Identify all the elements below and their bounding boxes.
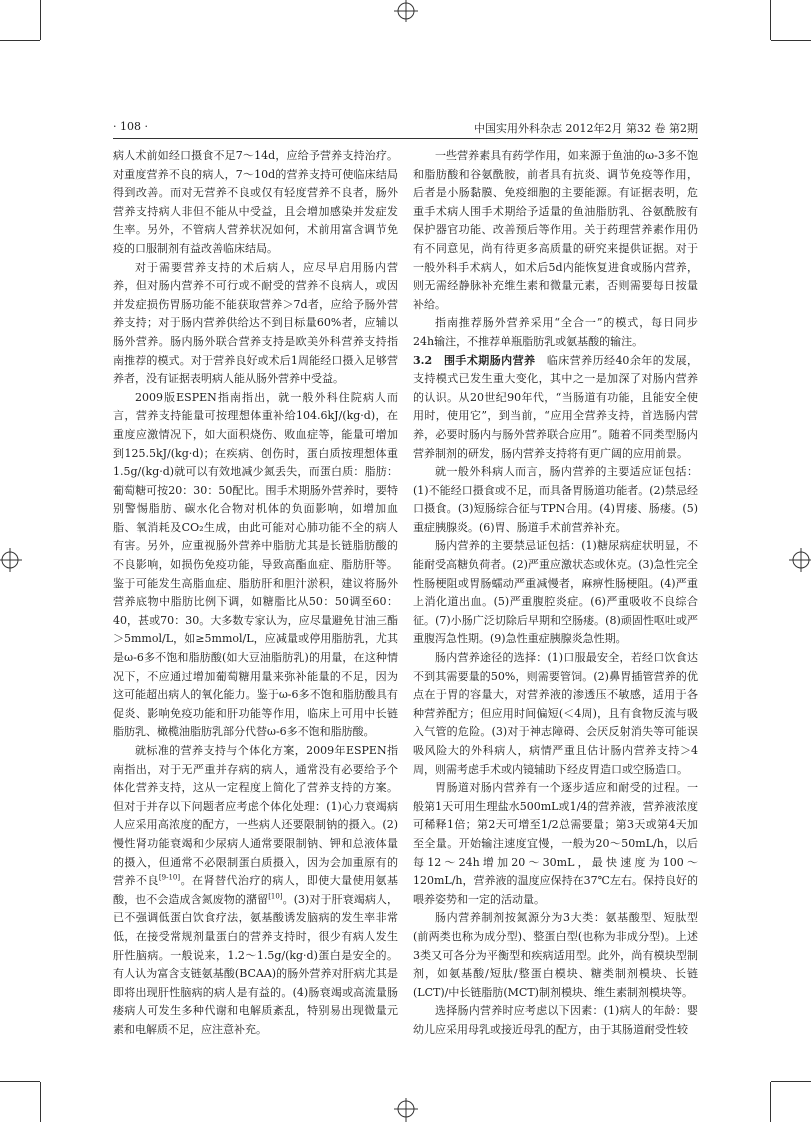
page-number: · 108 · [113,120,148,133]
paragraph: 胃肠道对肠内营养有一个逐步适应和耐受的过程。一般第1天可用生理盐水500mL或1/4的营养液，营养液浓度可稀释1倍；第2天可增至1/2总需要量；第3天或第4天加至全量。开始输注速度宜慢，一般为20～50mL/h，以后每12～24h增加20～30mL，最快速度为100～120mL/h，营养液的温度应保持在37℃左右。保持良好的喂养姿势和一定的活动量。 [413,781,698,906]
crop-mark-tr-h [771,40,811,41]
paragraph-text: 就标准的营养支持与个体化方案，2009年ESPEN指南指出，对于无严重并存病的病人，通常没有必要给予个体化营养支持，这从一定程度上简化了营养支持的方案。但对于并存以下问题者应考虑个体化处理：(1)心力衰竭病人应采用高浓度的配方，一些病人还要限制钠的摄入。(2)慢性肾功能衰竭和少尿病人通常要限制钠、钾和总液体量的摄入，但通常不必限制蛋白质摄入，因为会加重原有的营养不良 [113,744,398,888]
paragraph: 肠内营养制剂按氮源分为3大类：氨基酸型、短肽型(前两类也称为成分型)、整蛋白型(也称为非成分型)。上述3类又可各分为平衡型和疾病适用型。此外，尚有模块型制剂，如氨基酸/短肽/整蛋白模块、糖类制剂模块、长链(LCT)/中长链脂肪(MCT)制剂模块、维生素制剂模块等。 [413,911,698,999]
paragraph [413,352,698,464]
registration-mark-top-icon [392,0,420,24]
crop-mark-tl-v [40,0,41,40]
left-column [113,147,398,1040]
registration-mark-left-icon [0,546,22,574]
registration-mark-bottom-icon [392,1096,420,1122]
paragraph: 2009版ESPEN指南指出，就一般外科住院病人而言，营养支持能量可按理想体重补给104.6kJ/(kg·d)，在重度应激情况下，如大面积烧伤、败血症等，能量可增加到125.5kJ/(kg·d)；在疾病、创伤时，蛋白质按理想体重1.5g/(kg·d)就可以有效地减少氮丢失，而蛋白质：脂肪：葡萄糖可按20：30：50配比。围手术期肠外营养时，要特别警惕脂肪、碳水化合物对机体的负面影响，如增加血脂、氧消耗及CO₂生成，由此可能对心肺功能不全的病人有害。另外，应重视肠外营养中脂肪尤其是长链脂肪酸的不良影响，如损伤免疫功能，导致高酯血症、脂肪肝等。鉴于可能发生高脂血症、脂肪肝和胆汁淤积，建议将肠外营养底物中脂肪比例下调，如糖脂比从50：50调至60：40，甚或70：30。大多数专家认为，应尽量避免甘油三酯＞5mmol/L，如≥5mmol/L，应减量或停用脂肪乳，尤其是ω-6多不饱和脂肪酸(如大豆油脂肪乳)的用量，在这种情况下，不应通过增加葡萄糖用量来弥补能量的不足，因为这可能超出病人的氧化能力。鉴于ω-6多不饱和脂肪酸具有促炎、影响免疫功能和肝功能等作用，临床上可用中长链脂肪乳、橄榄油脂肪乳部分代替ω-6多不饱和脂肪酸。 [113,390,398,739]
paragraph-text: 。(3)对于肝衰竭病人，已不强调低蛋白饮食疗法，氨基酸诱发脑病的发生率非常低，在接受常规剂量蛋白的营养支持时，很少有病人发生肝性脑病。一般说来，1.2～1.5g/(kg·d)蛋白是安全的。有人认为富含支链氨基酸(BCAA)的肠外营养对肝病尤其是即将出现肝性脑病的病人是有益的。(4)肠衰竭或高流量肠瘘病人可发生多种代谢和电解质紊乱，特别易出现微量元素和电解质不足，应注意补充。 [113,892,398,1036]
paragraph: 一些营养素具有药学作用，如来源于鱼油的ω-3多不饱和脂肪酸和谷氨酰胺，前者具有抗炎、调节免疫等作用，后者是小肠黏膜、免疫细胞的主要能源。有证据表明，危重手术病人围手术期给予适量的鱼油脂肪乳、谷氨酰胺有保护器官功能、改善预后等作用。关于药理营养素作用仍有不同意见，尚有待更多高质量的研究来提供证据。对于一般外科手术病人，如术后5d内能恢复进食或肠内营养，则无需经静脉补充维生素和微量元素，否则需要每日按量补给。 [413,149,698,311]
paragraph: 指南推荐肠外营养采用“全合一”的模式，每日同步24h输注，不推荐单瓶脂肪乳或氨基酸的输注。 [413,316,698,348]
crop-mark-bl-v [40,1082,41,1122]
paragraph: 对于需要营养支持的术后病人，应尽早启用肠内营养，但对肠内营养不可行或不耐受的营养不良病人，或因并发症损伤胃肠功能不能获取营养＞7d者，应给予肠外营养支持；对于肠内营养供给达不到目标量60%者，应辅以肠外营养。肠内肠外联合营养支持是欧美外科营养支持指南推荐的模式。对于营养良好或术后1周能经口摄入足够营养者，没有证据表明病人能从肠外营养中受益。 [113,260,398,386]
citation: [10] [268,892,283,901]
paragraph: 肠内营养途径的选择：(1)口服最安全，若经口饮食达不到其需要量的50%，则需要管饲。(2)鼻胃插管营养的优点在于胃的容量大，对营养液的渗透压不敏感，适用于各种营养配方；但应用时间偏短(＜4周)，且有食物反流与吸入气管的危险。(3)对于神志障碍、会厌反射消失等可能误吸风险大的外科病人，病情严重且估计肠内营养支持＞4周，则需考虑手术或内镜辅助下经皮胃造口或空肠造口。 [413,651,698,776]
paragraph: 就一般外科病人而言，肠内营养的主要适应证包括：(1)不能经口摄食或不足，而具备胃肠道功能者。(2)禁忌经口摄食。(3)短肠综合征与TPN合用。(4)胃瘘、肠瘘。(5)重症胰腺炎。(6)胃、肠道手术前营养补充。 [413,465,698,534]
paragraph-text: 。在肾替代治疗的病人，即使大量使用氨基酸，也不会造成含氮废物的潴留 [113,874,399,906]
section-heading: 3.2 围手术期肠内营养 [413,353,536,367]
crop-mark-tr-v [770,0,771,40]
registration-mark-right-icon [789,546,811,574]
crop-mark-br-v [770,1082,771,1122]
running-header [113,118,698,139]
journal-info: 中国实用外科杂志 2012年2月 第32 卷 第2期 [474,122,698,135]
paragraph-text: 临床营养历经40余年的发展，支持模式已发生重大变化，其中之一是加深了对肠内营养的认识。从20世纪90年代，“当肠道有功能，且能安全使用时，使用它”，到当前，“应用全营养支持，首选肠内营养，必要时肠内与肠外营养联合应用”。随着不同类型肠内营养制剂的研发，肠内营养支持将有更广阔的应用前景。 [413,353,699,460]
paragraph: 选择肠内营养时应考虑以下因素：(1)病人的年龄：婴幼儿应采用母乳或接近母乳的配方，由于其肠道耐受性较 [413,1004,698,1036]
paragraph: 病人术前如经口摄食不足7～14d，应给予营养支持治疗。对重度营养不良的病人，7～10d的营养支持可使临床结局得到改善。而对无营养不良或仅有轻度营养不良者，肠外营养支持病人非但不能从中受益，且会增加感染并发症发生率。另外，不管病人营养状况如何，术前用富含调节免疫的口服制剂有益改善临床结局。 [113,149,398,255]
right-column [413,147,698,1040]
crop-mark-br-h [771,1081,811,1082]
paragraph [113,742,398,1040]
citation: [9-10] [158,873,181,882]
crop-mark-tl-h [0,40,40,41]
crop-mark-bl-h [0,1081,40,1082]
paragraph: 肠内营养的主要禁忌证包括：(1)糖尿病症状明显，不能耐受高糖负荷者。(2)严重应激状态或休克。(3)急性完全性肠梗阻或胃肠蠕动严重减慢者，麻痹性肠梗阻。(4)严重上消化道出血。(5)严重腹腔炎症。(6)严重吸收不良综合征。(7)小肠广泛切除后早期和空肠瘘。(8)顽固性呕吐或严重腹泻急性期。(9)急性重症胰腺炎急性期。 [413,539,698,646]
